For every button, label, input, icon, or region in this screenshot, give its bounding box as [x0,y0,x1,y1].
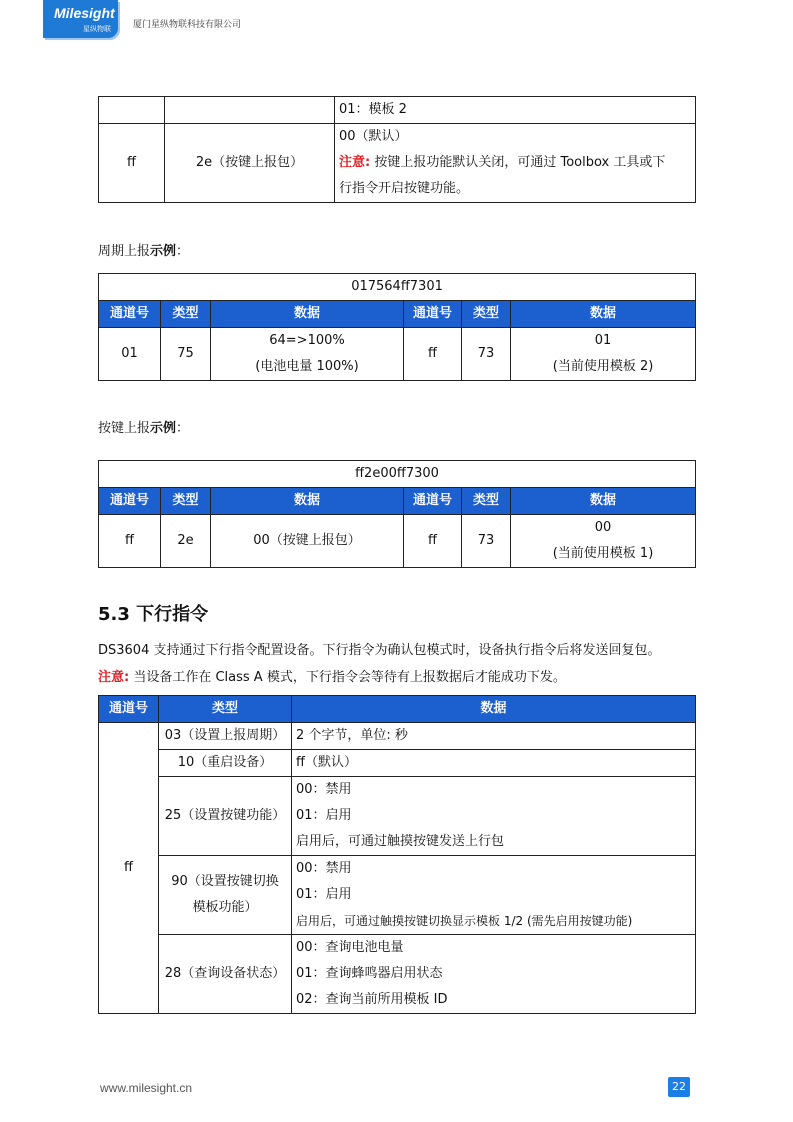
cell-line: 64=>100% [269,333,345,348]
type-cell: 25（设置按键功能） [159,777,292,856]
column-header: 通道号 [99,696,159,723]
button-example-table [98,460,696,568]
column-header: 数据 [292,696,696,723]
table-cell [165,97,335,124]
data-cell [292,935,696,1014]
column-header: 类型 [161,301,211,328]
label-prefix: 周期上报 [98,244,151,259]
column-header: 通道号 [99,301,161,328]
table-cell: 73 [462,515,511,568]
type-cell: 03（设置上报周期） [159,723,292,750]
column-header: 类型 [159,696,292,723]
column-header: 通道号 [404,488,462,515]
table-cell [99,97,165,124]
table-cell: 2e（按键上报包） [165,124,335,203]
column-header: 数据 [511,301,696,328]
cell-line: 90（设置按键切换 [171,874,279,889]
table-row [99,328,696,381]
cell-line: 00（默认） [339,129,408,144]
uplink-type-table-continued [98,96,696,203]
table-row [99,777,696,856]
downlink-command-table [98,695,696,1014]
hex-row [99,461,696,488]
cell-line: 00：查询电池电量 [296,940,404,955]
column-header: 类型 [161,488,211,515]
header-row [99,488,696,515]
cell-line: (当前使用模板 2) [552,359,654,374]
table-cell [511,328,696,381]
cell-line [339,150,691,176]
hex-payload: ff2e00ff7300 [99,461,696,488]
cell-line: 模板功能） [192,900,258,915]
column-header: 数据 [211,301,404,328]
cell-line: 00：禁用 [296,782,352,797]
table-row [99,750,696,777]
logo-text: Milesight [54,5,115,21]
table-cell: 00（按键上报包） [211,515,404,568]
table-cell: ff [99,124,165,203]
cell-line: 01：启用 [296,887,352,902]
column-header: 通道号 [404,301,462,328]
type-cell [159,856,292,935]
header-row [99,301,696,328]
table-row [99,515,696,568]
channel-cell: ff [99,723,159,1014]
table-row [99,856,696,935]
column-header: 数据 [211,488,404,515]
hex-payload: 017564ff7301 [99,274,696,301]
page-number: 22 [668,1077,690,1097]
logo-subtext: 星纵物联 [83,26,111,33]
table-cell: ff [404,515,462,568]
note-text: 按键上报功能默认关闭，可通过 Toolbox 工具或下 [370,155,666,170]
table-row [99,124,696,203]
note-label: 注意: [98,670,130,685]
table-row [99,723,696,750]
table-cell: 73 [462,328,511,381]
periodic-example-label [98,240,189,259]
cell-line: 01：查询蜂鸣器启用状态 [296,966,443,981]
cell-line: 行指令开启按键功能。 [339,181,470,196]
type-cell: 28（查询设备状态） [159,935,292,1014]
cell-line: 启用后，可通过触摸按键发送上行包 [296,834,505,849]
table-cell [211,328,404,381]
table-cell: ff [99,515,161,568]
column-header: 数据 [511,488,696,515]
table-row [99,97,696,124]
column-header: 通道号 [99,488,161,515]
label-prefix: 按键上报 [98,421,151,436]
company-logo [43,0,118,38]
company-name: 厦门星纵物联科技有限公司 [133,20,242,30]
note-text: 当设备工作在 Class A 模式，下行指令会等待有上报数据后才能成功下发。 [129,670,566,685]
column-header: 类型 [462,488,511,515]
hex-row [99,274,696,301]
table-cell: 01：模板 2 [335,97,696,124]
footer-url: www.milesight.cn [100,1081,193,1095]
table-cell [335,124,696,203]
table-cell: 2e [161,515,211,568]
table-cell: 01 [99,328,161,381]
section-title: 5.3 下行指令 [98,604,209,625]
table-row [99,935,696,1014]
data-cell: 2 个字节，单位: 秒 [292,723,696,750]
cell-line: 00：禁用 [296,861,352,876]
cell-line: 01：启用 [296,808,352,823]
cell-line: 01 [594,333,612,348]
section-intro: DS3604 支持通过下行指令配置设备。下行指令为确认包模式时，设备执行指令后将发送回复包。 [98,643,661,658]
data-cell: ff（默认） [292,750,696,777]
table-cell [511,515,696,568]
data-cell [292,856,696,935]
label-bold: 示例 [150,244,177,259]
table-cell: ff [404,328,462,381]
cell-line: 启用后，可通过触摸按键切换显示模板 1/2 (需先启用按键功能) [296,914,633,928]
cell-line: (当前使用模板 1) [552,546,654,561]
data-cell [292,777,696,856]
header-row [99,696,696,723]
column-header: 类型 [462,301,511,328]
label-suffix: ： [176,421,190,436]
label-bold: 示例 [150,421,177,436]
note-label: 注意: [339,155,371,170]
section-note [98,666,566,685]
cell-line: (电池电量 100%) [255,359,359,374]
periodic-example-table [98,273,696,381]
table-cell: 75 [161,328,211,381]
cell-line: 00 [594,520,612,535]
cell-line: 02：查询当前所用模板 ID [296,992,448,1007]
type-cell: 10（重启设备） [159,750,292,777]
label-suffix: ： [176,244,190,259]
button-example-label [98,417,189,436]
